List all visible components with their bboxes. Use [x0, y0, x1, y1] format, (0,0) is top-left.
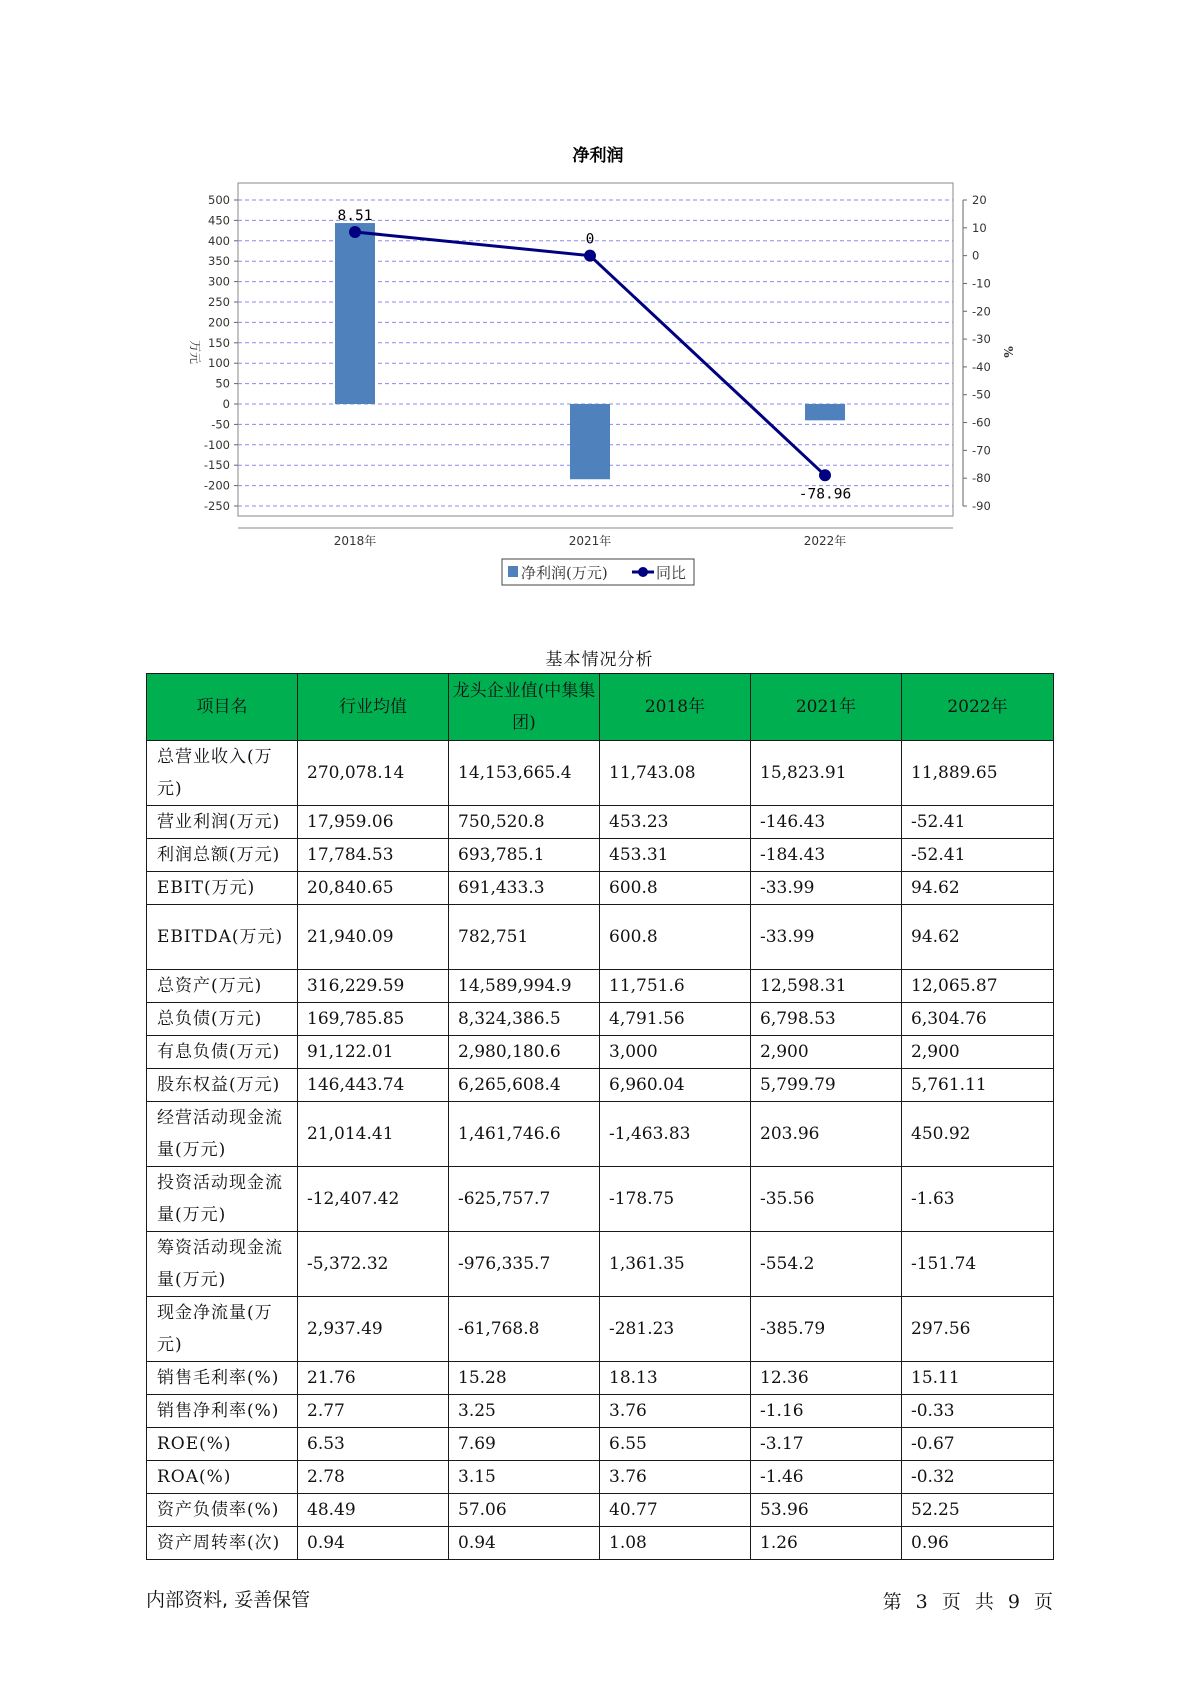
value-cell: 453.31 — [600, 839, 751, 872]
value-cell: -151.74 — [902, 1232, 1054, 1297]
left-tick-label: 200 — [208, 315, 230, 330]
left-tick-label: 300 — [208, 274, 230, 289]
value-cell: 11,889.65 — [902, 741, 1054, 806]
value-cell: -625,757.7 — [449, 1167, 600, 1232]
left-tick-label: 350 — [208, 254, 230, 269]
value-cell: 782,751 — [449, 905, 600, 970]
x-tick-label: 2021年 — [568, 534, 612, 548]
right-tick-label: -20 — [972, 304, 991, 319]
footer-page-number: 第 3 页 共 9 页 — [882, 1591, 1053, 1613]
table-row — [147, 1362, 1054, 1395]
header-cell: 行业均值 — [298, 674, 449, 741]
value-cell: 3.15 — [449, 1461, 600, 1494]
row-label-cell: 资产负债率(%) — [147, 1494, 298, 1527]
header-cell: 龙头企业值(中集集团) — [449, 674, 600, 741]
value-cell: 18.13 — [600, 1362, 751, 1395]
value-cell: 5,761.11 — [902, 1069, 1054, 1102]
legend-swatch-bar — [508, 566, 518, 577]
value-cell: -1.63 — [902, 1167, 1054, 1232]
value-cell: 94.62 — [902, 872, 1054, 905]
row-label-cell: 经营活动现金流量(万元) — [147, 1102, 298, 1167]
row-label-cell: 营业利润(万元) — [147, 806, 298, 839]
row-label-cell: 筹资活动现金流量(万元) — [147, 1232, 298, 1297]
footer-confidential: 内部资料, 妥善保管 — [146, 1589, 311, 1611]
value-cell: -146.43 — [751, 806, 902, 839]
row-label-cell: 利润总额(万元) — [147, 839, 298, 872]
right-tick-label: -30 — [972, 332, 991, 347]
value-cell: 169,785.85 — [298, 1003, 449, 1036]
value-cell: -554.2 — [751, 1232, 902, 1297]
left-tick-label: -250 — [203, 499, 230, 513]
value-cell: 691,433.3 — [449, 872, 600, 905]
value-cell: 6.55 — [600, 1428, 751, 1461]
value-cell: -1.46 — [751, 1461, 902, 1494]
x-axis-ticks — [334, 533, 847, 548]
left-tick-label: 50 — [215, 376, 230, 391]
value-cell: -0.33 — [902, 1395, 1054, 1428]
value-cell: -33.99 — [751, 872, 902, 905]
value-cell: 600.8 — [600, 872, 751, 905]
value-cell: -0.67 — [902, 1428, 1054, 1461]
left-tick-label: 0 — [222, 397, 230, 411]
value-cell: 1,461,746.6 — [449, 1102, 600, 1167]
value-cell: 600.8 — [600, 905, 751, 970]
value-cell: 6,304.76 — [902, 1003, 1054, 1036]
value-cell: -61,768.8 — [449, 1297, 600, 1362]
right-tick-label: -50 — [972, 387, 991, 402]
net-profit-chart — [0, 0, 1191, 600]
value-cell: -184.43 — [751, 839, 902, 872]
left-tick-label: -150 — [203, 458, 230, 473]
left-tick-label: 250 — [208, 295, 230, 309]
value-cell: 4,791.56 — [600, 1003, 751, 1036]
row-label-cell: ROA(%) — [147, 1461, 298, 1494]
value-cell: -385.79 — [751, 1297, 902, 1362]
value-cell: 91,122.01 — [298, 1036, 449, 1069]
right-tick-label: 0 — [972, 248, 980, 263]
net-profit-bar — [570, 404, 610, 479]
row-label-cell: ROE(%) — [147, 1428, 298, 1461]
value-cell: 6,960.04 — [600, 1069, 751, 1102]
row-label-cell: EBIT(万元) — [147, 872, 298, 905]
value-cell: 1.08 — [600, 1527, 751, 1560]
value-cell: 7.69 — [449, 1428, 600, 1461]
value-cell: 17,784.53 — [298, 839, 449, 872]
value-cell: 12,598.31 — [751, 970, 902, 1003]
yoy-data-label: -78.96 — [798, 486, 852, 503]
row-label-cell: 资产周转率(次) — [147, 1527, 298, 1560]
value-cell: 2.77 — [298, 1395, 449, 1428]
row-label-cell: 销售净利率(%) — [147, 1395, 298, 1428]
value-cell: 0.94 — [298, 1527, 449, 1560]
value-cell: 17,959.06 — [298, 806, 449, 839]
table-row — [147, 839, 1054, 872]
net-profit-bar — [805, 404, 845, 420]
x-tick-label: 2018年 — [333, 534, 377, 548]
row-label-cell: 总营业收入(万元) — [147, 741, 298, 806]
header-cell: 2022年 — [902, 674, 1054, 741]
value-cell: 6.53 — [298, 1428, 449, 1461]
value-cell: 750,520.8 — [449, 806, 600, 839]
value-cell: 14,153,665.4 — [449, 741, 600, 806]
value-cell: 2,900 — [902, 1036, 1054, 1069]
row-label-cell: 有息负债(万元) — [147, 1036, 298, 1069]
value-cell: 316,229.59 — [298, 970, 449, 1003]
value-cell: 57.06 — [449, 1494, 600, 1527]
table-row — [147, 905, 1054, 970]
value-cell: 2,900 — [751, 1036, 902, 1069]
value-cell: 2.78 — [298, 1461, 449, 1494]
right-tick-label: -40 — [972, 359, 991, 374]
value-cell: 1,361.35 — [600, 1232, 751, 1297]
table-row — [147, 1003, 1054, 1036]
value-cell: 450.92 — [902, 1102, 1054, 1167]
legend-label-bar: 净利润(万元) — [521, 564, 608, 582]
legend-marker — [638, 567, 648, 577]
value-cell: 94.62 — [902, 905, 1054, 970]
value-cell: -281.23 — [600, 1297, 751, 1362]
value-cell: 11,743.08 — [600, 741, 751, 806]
table-row — [147, 1232, 1054, 1297]
value-cell: -178.75 — [600, 1167, 751, 1232]
net-profit-bar — [335, 223, 375, 404]
value-cell: 11,751.6 — [600, 970, 751, 1003]
row-label-cell: 销售毛利率(%) — [147, 1362, 298, 1395]
table-header-row — [147, 674, 1054, 741]
yoy-data-label: 0 — [585, 231, 595, 248]
value-cell: -5,372.32 — [298, 1232, 449, 1297]
value-cell: 14,589,994.9 — [449, 970, 600, 1003]
value-cell: -12,407.42 — [298, 1167, 449, 1232]
left-tick-label: -50 — [211, 417, 230, 432]
value-cell: -976,335.7 — [449, 1232, 600, 1297]
value-cell: 693,785.1 — [449, 839, 600, 872]
value-cell: -1.16 — [751, 1395, 902, 1428]
value-cell: 8,324,386.5 — [449, 1003, 600, 1036]
value-cell: -33.99 — [751, 905, 902, 970]
value-cell: 3.76 — [600, 1461, 751, 1494]
value-cell: 20,840.65 — [298, 872, 449, 905]
table-row — [147, 806, 1054, 839]
value-cell: 146,443.74 — [298, 1069, 449, 1102]
yoy-point — [349, 226, 361, 238]
table-row — [147, 970, 1054, 1003]
value-cell: 12.36 — [751, 1362, 902, 1395]
header-cell: 2021年 — [751, 674, 902, 741]
value-cell: 52.25 — [902, 1494, 1054, 1527]
left-axis-label: 万元 — [188, 339, 202, 365]
table-row — [147, 1461, 1054, 1494]
value-cell: 2,937.49 — [298, 1297, 449, 1362]
table-row — [147, 1428, 1054, 1461]
left-tick-label: 150 — [208, 335, 230, 350]
table-row — [147, 741, 1054, 806]
right-tick-label: -90 — [972, 499, 991, 513]
row-label-cell: 股东权益(万元) — [147, 1069, 298, 1102]
value-cell: 6,265,608.4 — [449, 1069, 600, 1102]
legend-label-line: 同比 — [656, 564, 687, 582]
value-cell: 453.23 — [600, 806, 751, 839]
value-cell: -3.17 — [751, 1428, 902, 1461]
table-row — [147, 1527, 1054, 1560]
value-cell: 1.26 — [751, 1527, 902, 1560]
value-cell: 5,799.79 — [751, 1069, 902, 1102]
value-cell: 21,014.41 — [298, 1102, 449, 1167]
right-axis-label: % — [1001, 346, 1015, 358]
value-cell: 3.25 — [449, 1395, 600, 1428]
right-axis-ticks — [963, 193, 991, 513]
value-cell: 12,065.87 — [902, 970, 1054, 1003]
table-row — [147, 1036, 1054, 1069]
row-label-cell: 现金净流量(万元) — [147, 1297, 298, 1362]
yoy-point — [819, 469, 831, 481]
table-row — [147, 1494, 1054, 1527]
value-cell: 6,798.53 — [751, 1003, 902, 1036]
value-cell: 15.11 — [902, 1362, 1054, 1395]
table-row — [147, 872, 1054, 905]
header-cell: 2018年 — [600, 674, 751, 741]
right-tick-label: -80 — [972, 471, 991, 486]
chart-title: 净利润 — [572, 146, 624, 166]
header-cell: 项目名 — [147, 674, 298, 741]
right-tick-label: -70 — [972, 443, 991, 458]
value-cell: 40.77 — [600, 1494, 751, 1527]
left-tick-label: 100 — [208, 356, 230, 371]
row-label-cell: EBITDA(万元) — [147, 905, 298, 970]
table-caption: 基本情况分析 — [545, 650, 654, 670]
legend — [502, 559, 694, 585]
left-tick-label: -100 — [203, 437, 230, 452]
row-label-cell: 总负债(万元) — [147, 1003, 298, 1036]
value-cell: -1,463.83 — [600, 1102, 751, 1167]
table-row — [147, 1395, 1054, 1428]
value-cell: 15.28 — [449, 1362, 600, 1395]
value-cell: 297.56 — [902, 1297, 1054, 1362]
row-label-cell: 总资产(万元) — [147, 970, 298, 1003]
value-cell: 48.49 — [298, 1494, 449, 1527]
value-cell: -0.32 — [902, 1461, 1054, 1494]
value-cell: -52.41 — [902, 806, 1054, 839]
left-tick-label: 450 — [208, 213, 230, 228]
left-axis-ticks — [204, 193, 238, 513]
value-cell: 21,940.09 — [298, 905, 449, 970]
yoy-data-label: 8.51 — [337, 207, 373, 224]
value-cell: 0.94 — [449, 1527, 600, 1560]
value-cell: 203.96 — [751, 1102, 902, 1167]
value-cell: -35.56 — [751, 1167, 902, 1232]
table-row — [147, 1167, 1054, 1232]
left-tick-label: 400 — [208, 233, 230, 248]
right-tick-label: -60 — [972, 415, 991, 430]
value-cell: 2,980,180.6 — [449, 1036, 600, 1069]
x-tick-label: 2022年 — [803, 534, 847, 548]
value-cell: 53.96 — [751, 1494, 902, 1527]
right-tick-label: 10 — [972, 220, 987, 235]
table-row — [147, 1297, 1054, 1362]
yoy-point — [584, 250, 596, 262]
right-tick-label: -10 — [972, 276, 991, 291]
basic-analysis-table — [146, 673, 1054, 1560]
left-tick-label: 500 — [208, 193, 230, 207]
left-tick-label: -200 — [203, 478, 230, 493]
value-cell: 3,000 — [600, 1036, 751, 1069]
right-tick-label: 20 — [972, 193, 987, 207]
row-label-cell: 投资活动现金流量(万元) — [147, 1167, 298, 1232]
value-cell: 270,078.14 — [298, 741, 449, 806]
table-row — [147, 1102, 1054, 1167]
value-cell: 15,823.91 — [751, 741, 902, 806]
value-cell: 3.76 — [600, 1395, 751, 1428]
value-cell: 21.76 — [298, 1362, 449, 1395]
value-cell: 0.96 — [902, 1527, 1054, 1560]
table-row — [147, 1069, 1054, 1102]
value-cell: -52.41 — [902, 839, 1054, 872]
